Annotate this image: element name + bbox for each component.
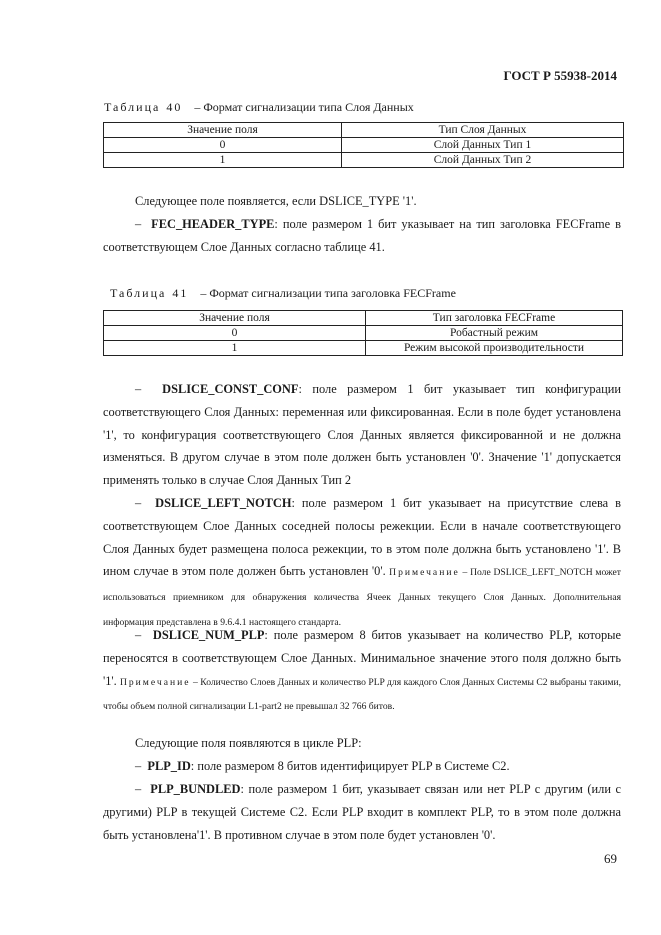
note-label: Примечание [389, 567, 460, 579]
table-header-row [104, 123, 624, 138]
table-40-caption [104, 100, 414, 115]
field-name: FEC_HEADER_TYPE [151, 217, 275, 231]
list-dash: – [135, 628, 142, 642]
paragraph-text: : поле размером 1 бит указывает на присутствие слева в соответствующем Слое Данных соседней полосы режекции. Если в начале соответствующего Слоя Данных будет размещена полоса режекции, то в этом поле должна быть установлено '1'. В ином случае в этом поле должен быть установлен '0'. [103, 496, 621, 579]
note [103, 677, 621, 713]
field-name: PLP_BUNDLED [150, 782, 241, 796]
paragraph-dslice-const-conf [103, 378, 621, 492]
paragraph-text: Следующие поля появляются в цикле PLP: [135, 736, 362, 750]
table-41-caption-number: 41 [172, 286, 189, 300]
paragraph-dslice-left-notch [103, 492, 621, 635]
table-header-cell: Тип Слоя Данных [342, 123, 624, 138]
table-40-caption-word: Таблица [104, 100, 161, 114]
paragraph-fec-header-type [103, 213, 621, 259]
table-row [104, 326, 623, 341]
paragraph-dslice-num-plp [103, 624, 621, 719]
field-name: PLP_ID [147, 759, 191, 773]
paragraph-text: : поле размером 1 бит, указывает связан или нет PLP с другим (или с другими) PLP в текущей Системе С2. Если PLP входит в комплект PLP, то в этом поле должна быть установлена'1'. В противном случае в этом поле будет установлен '0'. [103, 782, 621, 842]
table-header-cell: Значение поля [104, 123, 342, 138]
standard-number: ГОСТ Р 55938-2014 [503, 68, 617, 83]
paragraph-text: : поле размером 8 битов идентифицирует PLP в Системе С2. [190, 759, 510, 773]
paragraph-text: Следующее поле появляется, если DSLICE_TYPE '1'. [135, 194, 417, 208]
list-dash: – [135, 496, 142, 510]
table-cell: 0 [104, 326, 366, 341]
table-header-cell: Значение поля [104, 311, 366, 326]
table-row [104, 153, 624, 168]
list-dash: – [135, 217, 142, 231]
table-header-row [104, 311, 623, 326]
table-41-caption-word: Таблица [110, 286, 167, 300]
table-41 [103, 310, 623, 356]
paragraph-plp-bundled [103, 778, 621, 846]
list-dash: – [135, 782, 142, 796]
paragraph-dslice-type [103, 190, 621, 213]
table-cell: Слой Данных Тип 2 [342, 153, 624, 168]
table-row [104, 138, 624, 153]
table-cell: 1 [104, 341, 366, 356]
page-number: 69 [604, 851, 617, 866]
table-cell: Робастный режим [366, 326, 623, 341]
paragraph-plp-loop [103, 732, 621, 755]
table-40-caption-number: 40 [166, 100, 183, 114]
table-cell: Слой Данных Тип 1 [342, 138, 624, 153]
table-cell: Режим высокой производительности [366, 341, 623, 356]
paragraph-text: : поле размером 1 бит указывает на тип заголовка FECFrame в соответствующем Слое Данных согласно таблице 41. [103, 217, 621, 254]
table-40-caption-title: – Формат сигнализации типа Слоя Данных [194, 100, 414, 114]
table-row [104, 341, 623, 356]
table-41-caption [110, 286, 456, 301]
paragraph-text: : поле размером 1 бит указывает тип конфигурации соответствующего Слоя Данных: переменная или фиксированная. Если в поле будет установлена '1', то конфигурация соответствующего Слоя Данных является фиксированной и не должна изменяться. В другом случае в этом поле должен быть установлен '0'. Значение '1' допускается применять только в случае Слоя Данных Тип 2 [103, 382, 621, 488]
list-dash: – [135, 382, 142, 396]
field-name: DSLICE_LEFT_NOTCH [155, 496, 292, 510]
table-40 [103, 122, 624, 168]
paragraph-plp-id [103, 755, 621, 778]
note-text: – Поле DSLICE_LEFT_NOTCH может использоваться приемником для обнаружения количества Ячеек Данных текущего Слоя Данных. Дополнительная информация представлена в 9.6.4.1 настоящего стандарта. [103, 567, 621, 628]
table-41-caption-title: – Формат сигнализации типа заголовка FECFrame [200, 286, 456, 300]
field-name: DSLICE_CONST_CONF [162, 382, 299, 396]
table-cell: 1 [104, 153, 342, 168]
field-name: DSLICE_NUM_PLP [152, 628, 265, 642]
paragraph-text: : поле размером 8 битов указывает на количество PLP, которые переносятся в соответствующем Слое Данных. Минимальное значение этого поля должно быть '1'. [103, 628, 622, 688]
list-dash: – [135, 759, 142, 773]
note-text: – Количество Слоев Данных и количество PLP для каждого Слоя Данных Системы С2 выбраны такими, чтобы объем полной сигнализации L1-part2 не превышал 32 766 битов. [103, 676, 621, 713]
note-label: Примечание [119, 676, 191, 688]
table-header-cell: Тип заголовка FECFrame [366, 311, 623, 326]
table-cell: 0 [104, 138, 342, 153]
